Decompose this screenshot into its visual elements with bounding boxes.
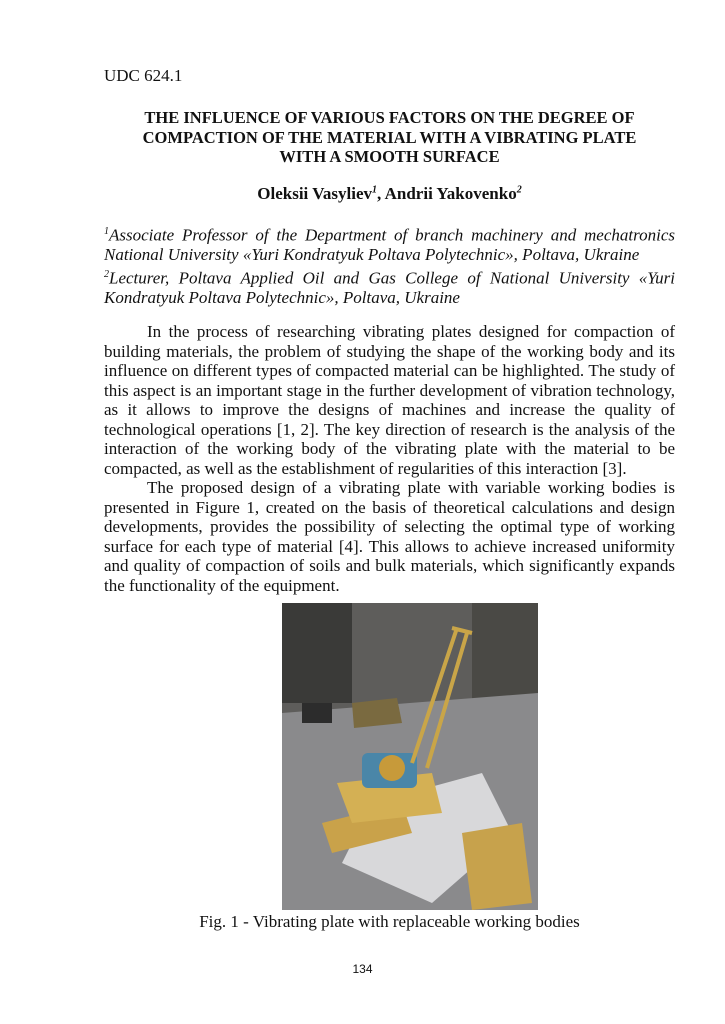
- author-sup: 1: [372, 184, 378, 196]
- body-line: presented in Figure 1, created on the basis of theoretical calculations and design: [104, 497, 675, 517]
- body-line: interaction of the working body of the vibrating plate with the material to be: [104, 439, 675, 458]
- body-line: the functionality of the equipment.: [104, 575, 340, 595]
- body-line: compacted, as well as the establishment of regularities of this interaction [3].: [104, 458, 627, 478]
- body-line: building materials, the problem of studying the shape of the working body and its: [104, 341, 675, 361]
- title-line: COMPACTION OF THE MATERIAL WITH A VIBRATING PLATE: [142, 127, 637, 147]
- page-number: 134: [352, 962, 373, 976]
- affiliation-text: Kondratyuk Poltava Polytechnic», Poltava, Ukraine: [104, 287, 460, 307]
- author-sup: 2: [516, 184, 522, 196]
- affiliation-line: [104, 265, 675, 288]
- author-separator: ,: [377, 184, 385, 203]
- body-line: influence on different types of compacted material can be highlighted. The study of: [104, 361, 675, 380]
- author-name: Oleksii Vasyliev: [257, 184, 373, 203]
- affiliation-text: Associate Professor of the Department of branch machinery and mechatronics: [109, 225, 675, 245]
- affiliation-text: National University «Yuri Kondratyuk Poltava Polytechnic», Poltava, Ukraine: [104, 245, 640, 265]
- affiliation-sup: 1: [104, 226, 109, 237]
- affiliation-line: [104, 245, 675, 265]
- author-name: Andrii Yakovenko: [384, 184, 517, 203]
- figure-caption: Fig. 1 - Vibrating plate with replaceable working bodies: [199, 912, 580, 931]
- affiliation-sup: 2: [104, 268, 109, 280]
- body-line: The proposed design of a vibrating plate with variable working bodies is: [147, 478, 675, 497]
- body-line: developments, provides the possibility of selecting the optimal type of working: [104, 517, 675, 536]
- udc-code: UDC 624.1: [104, 66, 183, 85]
- authors: [104, 184, 675, 204]
- body-line: and quality of compaction of soils and bulk materials, which significantly expands: [104, 556, 675, 575]
- paper-title: [104, 108, 675, 167]
- affiliation-line: [104, 288, 675, 308]
- body-line: surface for each type of material [4]. This allows to achieve increased uniformity: [104, 536, 675, 556]
- body-line: this aspect is an important stage in the further development of vibration technology,: [104, 380, 675, 400]
- title-line: THE INFLUENCE OF VARIOUS FACTORS ON THE DEGREE OF: [144, 108, 635, 127]
- affiliation-text: Lecturer, Poltava Applied Oil and Gas College of National University «Yuri: [109, 268, 675, 288]
- figure-photo-vibrating-plate: [282, 603, 538, 910]
- body-text: [104, 322, 675, 595]
- body-line: technological operations [1, 2]. The key direction of research is the analysis of the: [104, 419, 675, 439]
- affiliations: [104, 222, 675, 307]
- title-line: WITH A SMOOTH SURFACE: [279, 147, 500, 166]
- body-line: In the process of researching vibrating plates designed for compaction of: [147, 322, 675, 341]
- body-line: as it allows to improve the designs of machines and increase the quality of: [104, 400, 675, 419]
- vibrating-plate-image: [282, 603, 538, 910]
- affiliation-line: [104, 222, 675, 245]
